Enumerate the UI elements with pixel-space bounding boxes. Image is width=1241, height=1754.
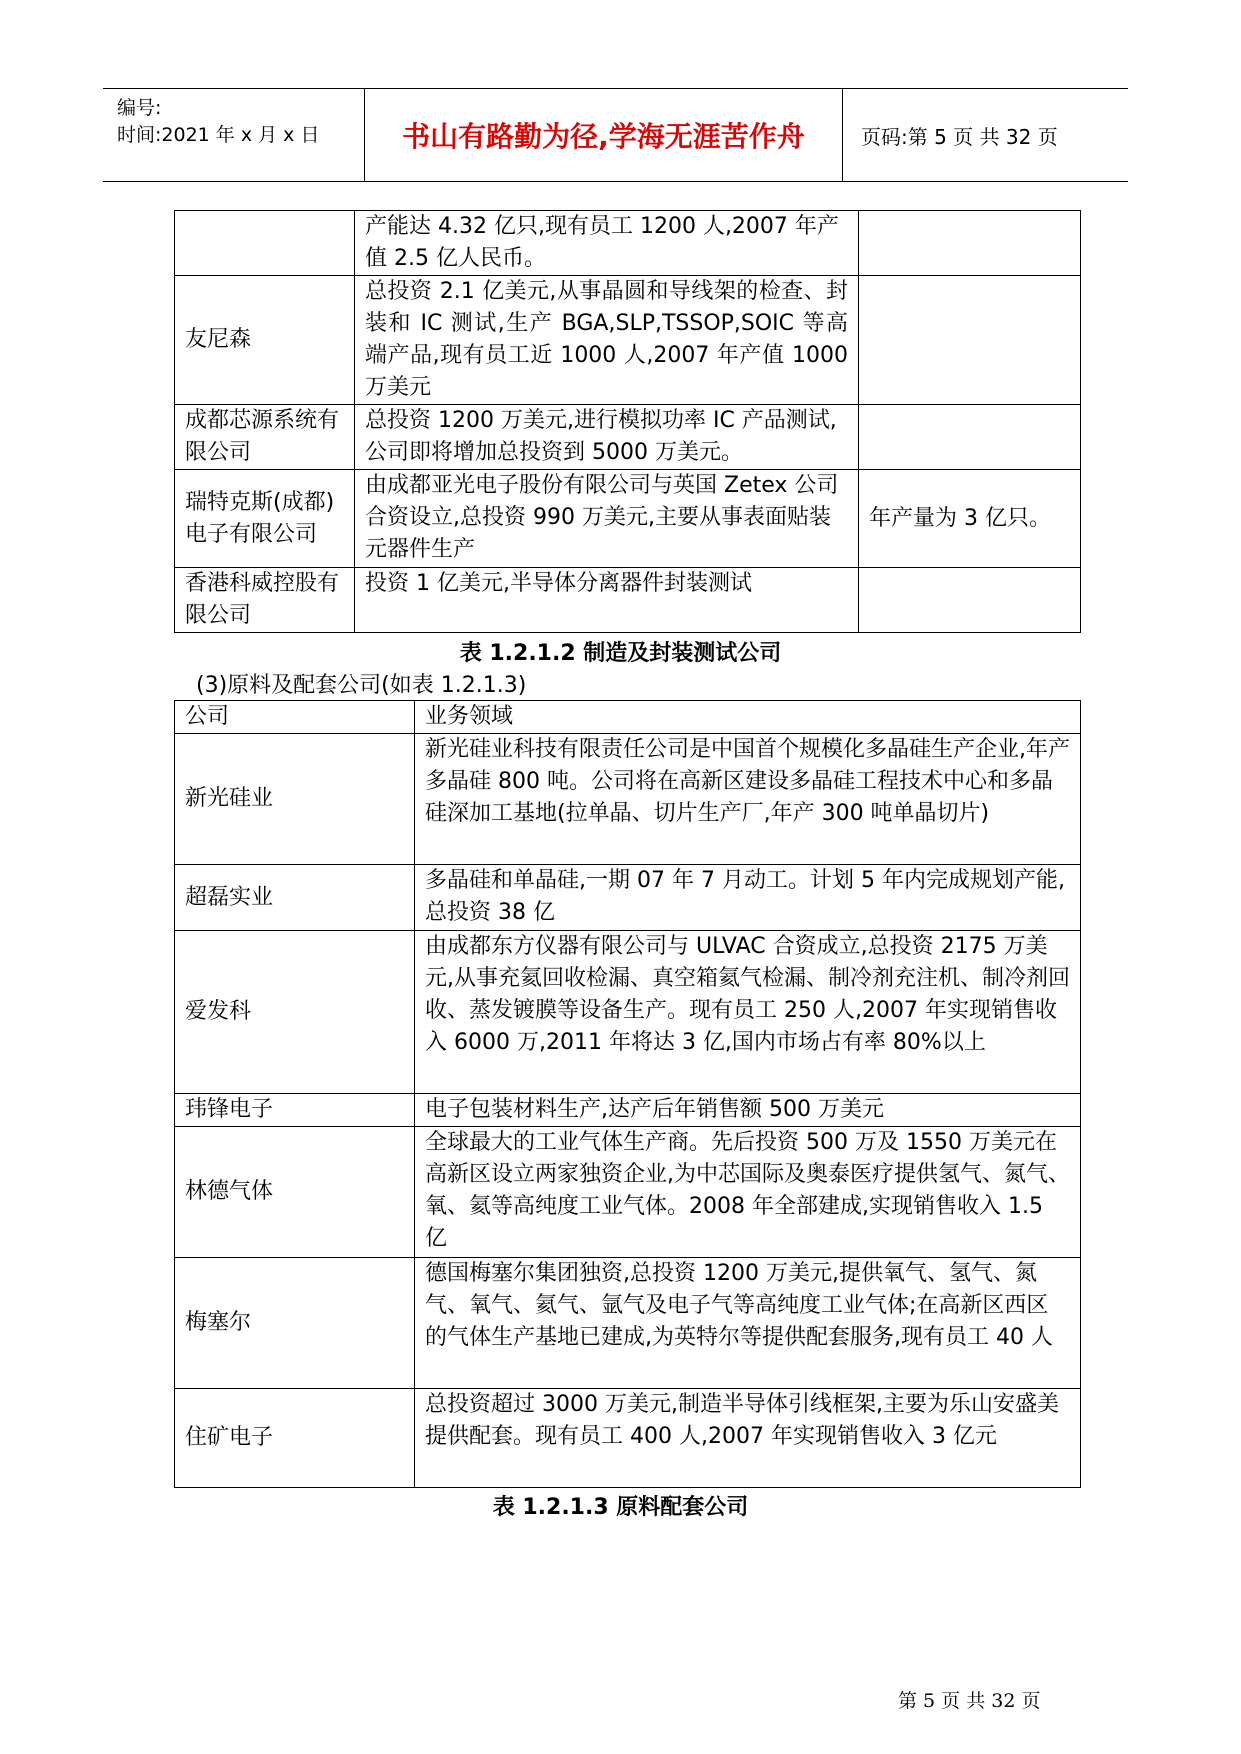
company-cell: 梅塞尔 xyxy=(175,1258,415,1389)
materials-table xyxy=(174,700,1081,1488)
desc-cell: 由成都亚光电子股份有限公司与英国 Zetex 公司合资设立,总投资 990 万美元,主要从事表面贴装元器件生产 xyxy=(355,470,859,568)
company-cell: 瑞特克斯(成都)电子有限公司 xyxy=(175,470,355,568)
company-cell xyxy=(175,211,355,276)
company-cell: 林德气体 xyxy=(175,1127,415,1258)
table-row xyxy=(175,1389,1081,1488)
table-row xyxy=(175,1258,1081,1389)
note-cell xyxy=(859,568,1081,633)
table-header-row xyxy=(175,701,1081,734)
table-caption-2: 表 1.2.1.3 原料配套公司 xyxy=(492,1495,749,1520)
note-cell xyxy=(859,211,1081,276)
table-row xyxy=(175,1127,1081,1258)
table-caption-1: 表 1.2.1.2 制造及封装测试公司 xyxy=(459,641,782,666)
company-cell: 成都芯源系统有限公司 xyxy=(175,405,355,470)
column-header: 公司 xyxy=(175,701,415,734)
header-page-label: 页码:第 5 页 共 32 页 xyxy=(861,124,1058,149)
company-cell: 住矿电子 xyxy=(175,1389,415,1488)
company-cell: 友尼森 xyxy=(175,276,355,405)
page-header xyxy=(103,88,1128,182)
desc-cell: 多晶硅和单晶硅,一期 07 年 7 月动工。计划 5 年内完成规划产能,总投资 38 亿 xyxy=(415,865,1081,931)
company-cell: 爱发科 xyxy=(175,931,415,1094)
time-label: 时间:2021 年 x 月 x 日 xyxy=(117,124,320,146)
desc-cell: 产能达 4.32 亿只,现有员工 1200 人,2007 年产值 2.5 亿人民币。 xyxy=(355,211,859,276)
company-cell: 超磊实业 xyxy=(175,865,415,931)
desc-cell: 总投资超过 3000 万美元,制造半导体引线框架,主要为乐山安盛美提供配套。现有员工 400 人,2007 年实现销售收入 3 亿元 xyxy=(415,1389,1081,1488)
header-motto: 书山有路勤为径,学海无涯苦作舟 xyxy=(365,89,843,181)
table-row xyxy=(175,931,1081,1094)
desc-cell: 由成都东方仪器有限公司与 ULVAC 合资成立,总投资 2175 万美元,从事充氦回收检漏、真空箱氦气检漏、制冷剂充注机、制冷剂回收、蒸发镀膜等设备生产。现有员工 250 人,2007 年实现销售收入 6000 万,2011 年将达 3 亿,国内市场占有率 80%以上 xyxy=(415,931,1081,1094)
desc-cell: 全球最大的工业气体生产商。先后投资 500 万及 1550 万美元在高新区设立两家独资企业,为中芯国际及奥泰医疗提供氢气、氮气、氧、氦等高纯度工业气体。2008 年全部建成,实现销售收入 1.5 亿 xyxy=(415,1127,1081,1258)
header-meta xyxy=(103,89,365,181)
table-row xyxy=(175,211,1081,276)
company-cell: 玮锋电子 xyxy=(175,1094,415,1127)
manufacturing-table xyxy=(174,210,1081,633)
page-number: 第 5 页 共 32 页 xyxy=(898,1690,1041,1712)
table-row xyxy=(175,1094,1081,1127)
desc-cell: 电子包装材料生产,达产后年销售额 500 万美元 xyxy=(415,1094,1081,1127)
table-row xyxy=(175,276,1081,405)
note-cell xyxy=(859,276,1081,405)
desc-cell: 总投资 2.1 亿美元,从事晶圆和导线架的检查、封装和 IC 测试,生产 BGA,SLP,TSSOP,SOIC 等高端产品,现有员工近 1000 人,2007 年产值 1000 万美元 xyxy=(355,276,859,405)
table-row xyxy=(175,865,1081,931)
company-cell: 新光硅业 xyxy=(175,734,415,865)
table-row xyxy=(175,405,1081,470)
desc-cell: 新光硅业科技有限责任公司是中国首个规模化多晶硅生产企业,年产多晶硅 800 吨。公司将在高新区建设多晶硅工程技术中心和多晶硅深加工基地(拉单晶、切片生产厂,年产 300 吨单晶切片) xyxy=(415,734,1081,865)
table-row xyxy=(175,734,1081,865)
note-cell xyxy=(859,405,1081,470)
desc-cell: 德国梅塞尔集团独资,总投资 1200 万美元,提供氧气、氢气、氮气、氧气、氦气、氩气及电子气等高纯度工业气体;在高新区西区的气体生产基地已建成,为英特尔等提供配套服务,现有员工 40 人 xyxy=(415,1258,1081,1389)
table-row xyxy=(175,568,1081,633)
company-cell: 香港科威控股有限公司 xyxy=(175,568,355,633)
desc-cell: 总投资 1200 万美元,进行模拟功率 IC 产品测试,公司即将增加总投资到 5000 万美元。 xyxy=(355,405,859,470)
number-label: 编号: xyxy=(117,97,162,119)
table-row xyxy=(175,470,1081,568)
note-cell: 年产量为 3 亿只。 xyxy=(859,470,1081,568)
section-note: (3)原料及配套公司(如表 1.2.1.3) xyxy=(196,673,527,698)
column-header: 业务领域 xyxy=(415,701,1081,734)
desc-cell: 投资 1 亿美元,半导体分离器件封装测试 xyxy=(355,568,859,633)
